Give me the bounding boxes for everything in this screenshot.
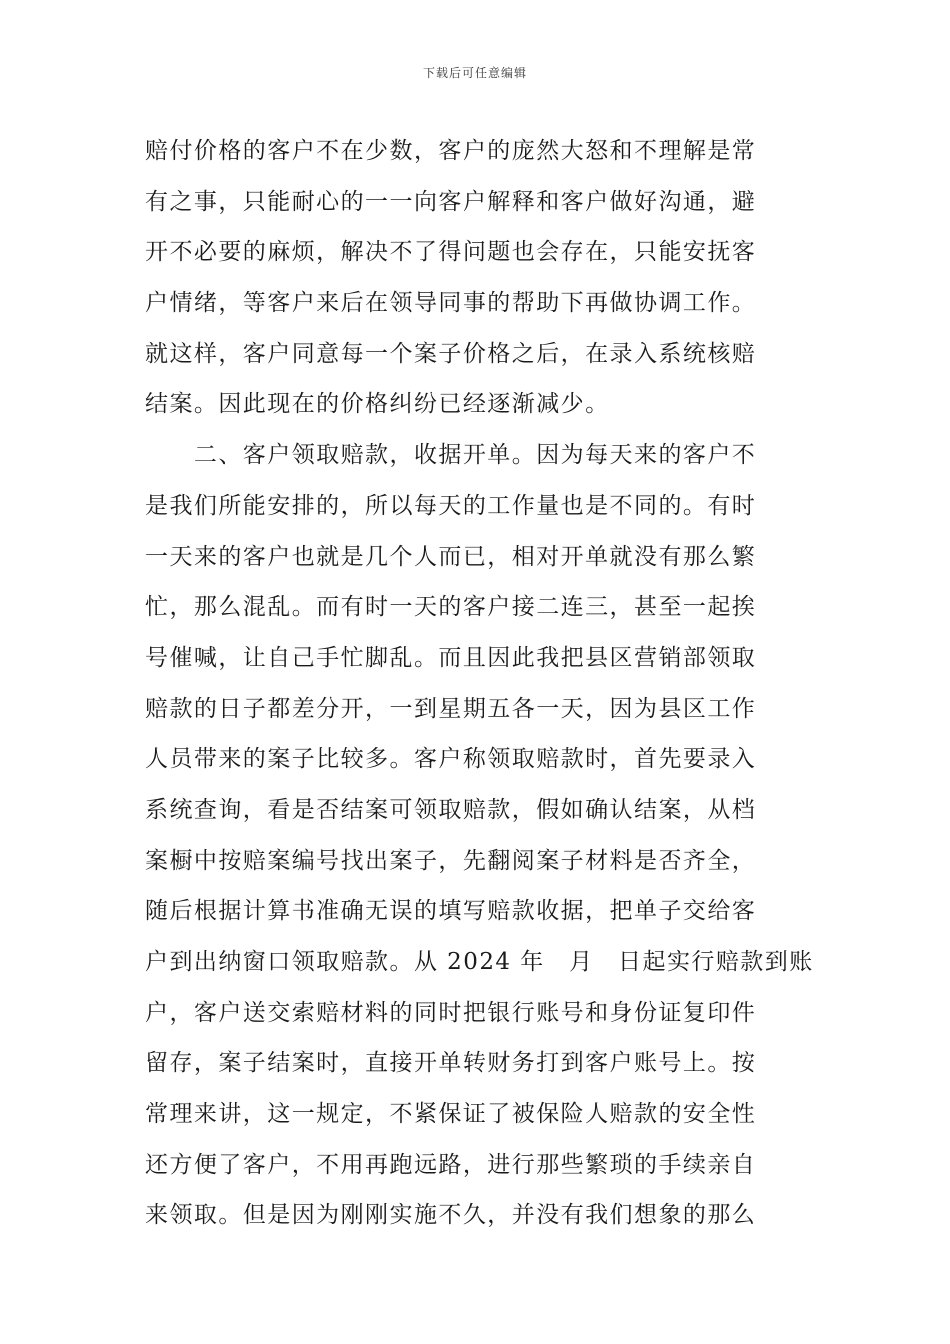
text-line: 一天来的客户也就是几个人而已，相对开单就没有那么繁 <box>145 543 757 570</box>
text-line: 号催喊，让自己手忙脚乱。而且因此我把县区营销部领取 <box>145 644 757 671</box>
text-line: 赔款的日子都差分开，一到星期五各一天，因为县区工作 <box>145 695 757 722</box>
text-line: 就这样，客户同意每一个案子价格之后，在录入系统核赔 <box>145 340 757 367</box>
text-line: 有之事，只能耐心的一一向客户解释和客户做好沟通，避 <box>145 188 757 215</box>
text-line: 来领取。但是因为刚刚实施不久，并没有我们想象的那么 <box>145 1202 757 1229</box>
text-line: 人员带来的案子比较多。客户称领取赔款时，首先要录入 <box>145 746 757 773</box>
text-line: 还方便了客户，不用再跑远路，进行那些繁琐的手续亲自 <box>145 1151 757 1178</box>
text-line: 结案。因此现在的价格纠纷已经逐渐减少。 <box>145 391 610 418</box>
text-line: 留存，案子结案时，直接开单转财务打到客户账号上。按 <box>145 1050 757 1077</box>
text-line: 户到出纳窗口领取赔款。从 2024 年 月 日起实行赔款到账 <box>145 949 814 975</box>
text-line: 户情绪，等客户来后在领导同事的帮助下再做协调工作。 <box>145 290 757 317</box>
text-line: 是我们所能安排的，所以每天的工作量也是不同的。有时 <box>145 492 757 519</box>
text-line: 系统查询，看是否结案可领取赔款，假如确认结案，从档 <box>145 796 757 823</box>
page-header: 下载后可任意编辑 <box>422 66 527 80</box>
text-line: 案橱中按赔案编号找出案子，先翻阅案子材料是否齐全， <box>145 847 757 874</box>
text-line: 随后根据计算书准确无误的填写赔款收据，把单子交给客 <box>145 898 757 925</box>
text-line: 常理来讲，这一规定，不紧保证了被保险人赔款的安全性 <box>145 1101 757 1128</box>
text-line: 二、客户领取赔款，收据开单。因为每天来的客户不 <box>145 442 757 469</box>
text-line: 忙，那么混乱。而有时一天的客户接二连三，甚至一起挨 <box>145 594 757 621</box>
text-line: 户，客户送交索赔材料的同时把银行账号和身份证复印件 <box>145 999 757 1026</box>
document-body <box>145 126 815 1241</box>
text-line: 开不必要的麻烦，解决不了得问题也会存在，只能安抚客 <box>145 239 757 266</box>
text-line: 赔付价格的客户不在少数，客户的庞然大怒和不理解是常 <box>145 138 757 164</box>
